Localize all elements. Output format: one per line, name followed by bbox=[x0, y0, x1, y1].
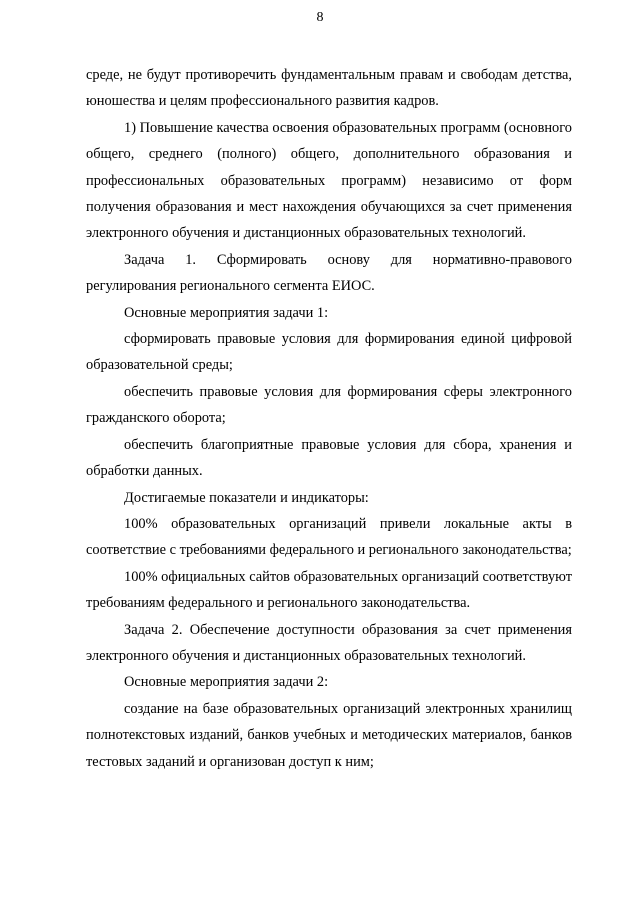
paragraph-task-1-activities-heading: Основные мероприятия задачи 1: bbox=[124, 304, 329, 321]
paragraph-task-2: Задача 2. Обеспечение доступности образования за счет применения электронного обучения и дистанционных образовательных технологий. bbox=[86, 621, 572, 664]
page-number: 8 bbox=[316, 10, 324, 25]
paragraph-indicator-1: 100% образовательных организаций привели локальные акты в соответствие с требованиями федерального и регионального законодательства; bbox=[86, 515, 572, 559]
paragraph-goal-1: 1) Повышение качества освоения образовательных программ (основного общего, среднего (полного) общего, дополнительного образования и профессиональных образовательных программ) независимо от форм получения образования и мест нахождения обучающихся за счет применения электронного обучения и дистанционных образовательных технологий. bbox=[86, 119, 572, 242]
paragraph-task-1-activity-1: сформировать правовые условия для формирования единой цифровой образовательной среды; bbox=[86, 331, 572, 374]
paragraph-continuation: среде, не будут противоречить фундаментальным правам и свободам детства, юношества и целям профессионального развития кадров. bbox=[86, 67, 572, 110]
paragraph-indicators-heading: Достигаемые показатели и индикаторы: bbox=[124, 489, 369, 506]
paragraph-task-1-activity-2: обеспечить правовые условия для формирования сферы электронного гражданского оборота; bbox=[86, 383, 572, 427]
paragraph-indicator-2: 100% официальных сайтов образовательных организаций соответствуют требованиям федерального и регионального законодательства. bbox=[86, 568, 572, 612]
paragraph-task-1: Задача 1. Сформировать основу для нормативно-правового регулирования регионального сегмента ЕИОС. bbox=[86, 251, 572, 295]
paragraph-task-2-activity-1: создание на базе образовательных организаций электронных хранилищ полнотекстовых изданий, банков учебных и методических материалов, банков тестовых заданий и организован доступ к ним; bbox=[86, 700, 572, 770]
document-body bbox=[86, 62, 572, 775]
paragraph-task-1-activity-3: обеспечить благоприятные правовые условия для сбора, хранения и обработки данных. bbox=[86, 436, 572, 480]
paragraph-task-2-activities-heading: Основные мероприятия задачи 2: bbox=[124, 674, 329, 691]
